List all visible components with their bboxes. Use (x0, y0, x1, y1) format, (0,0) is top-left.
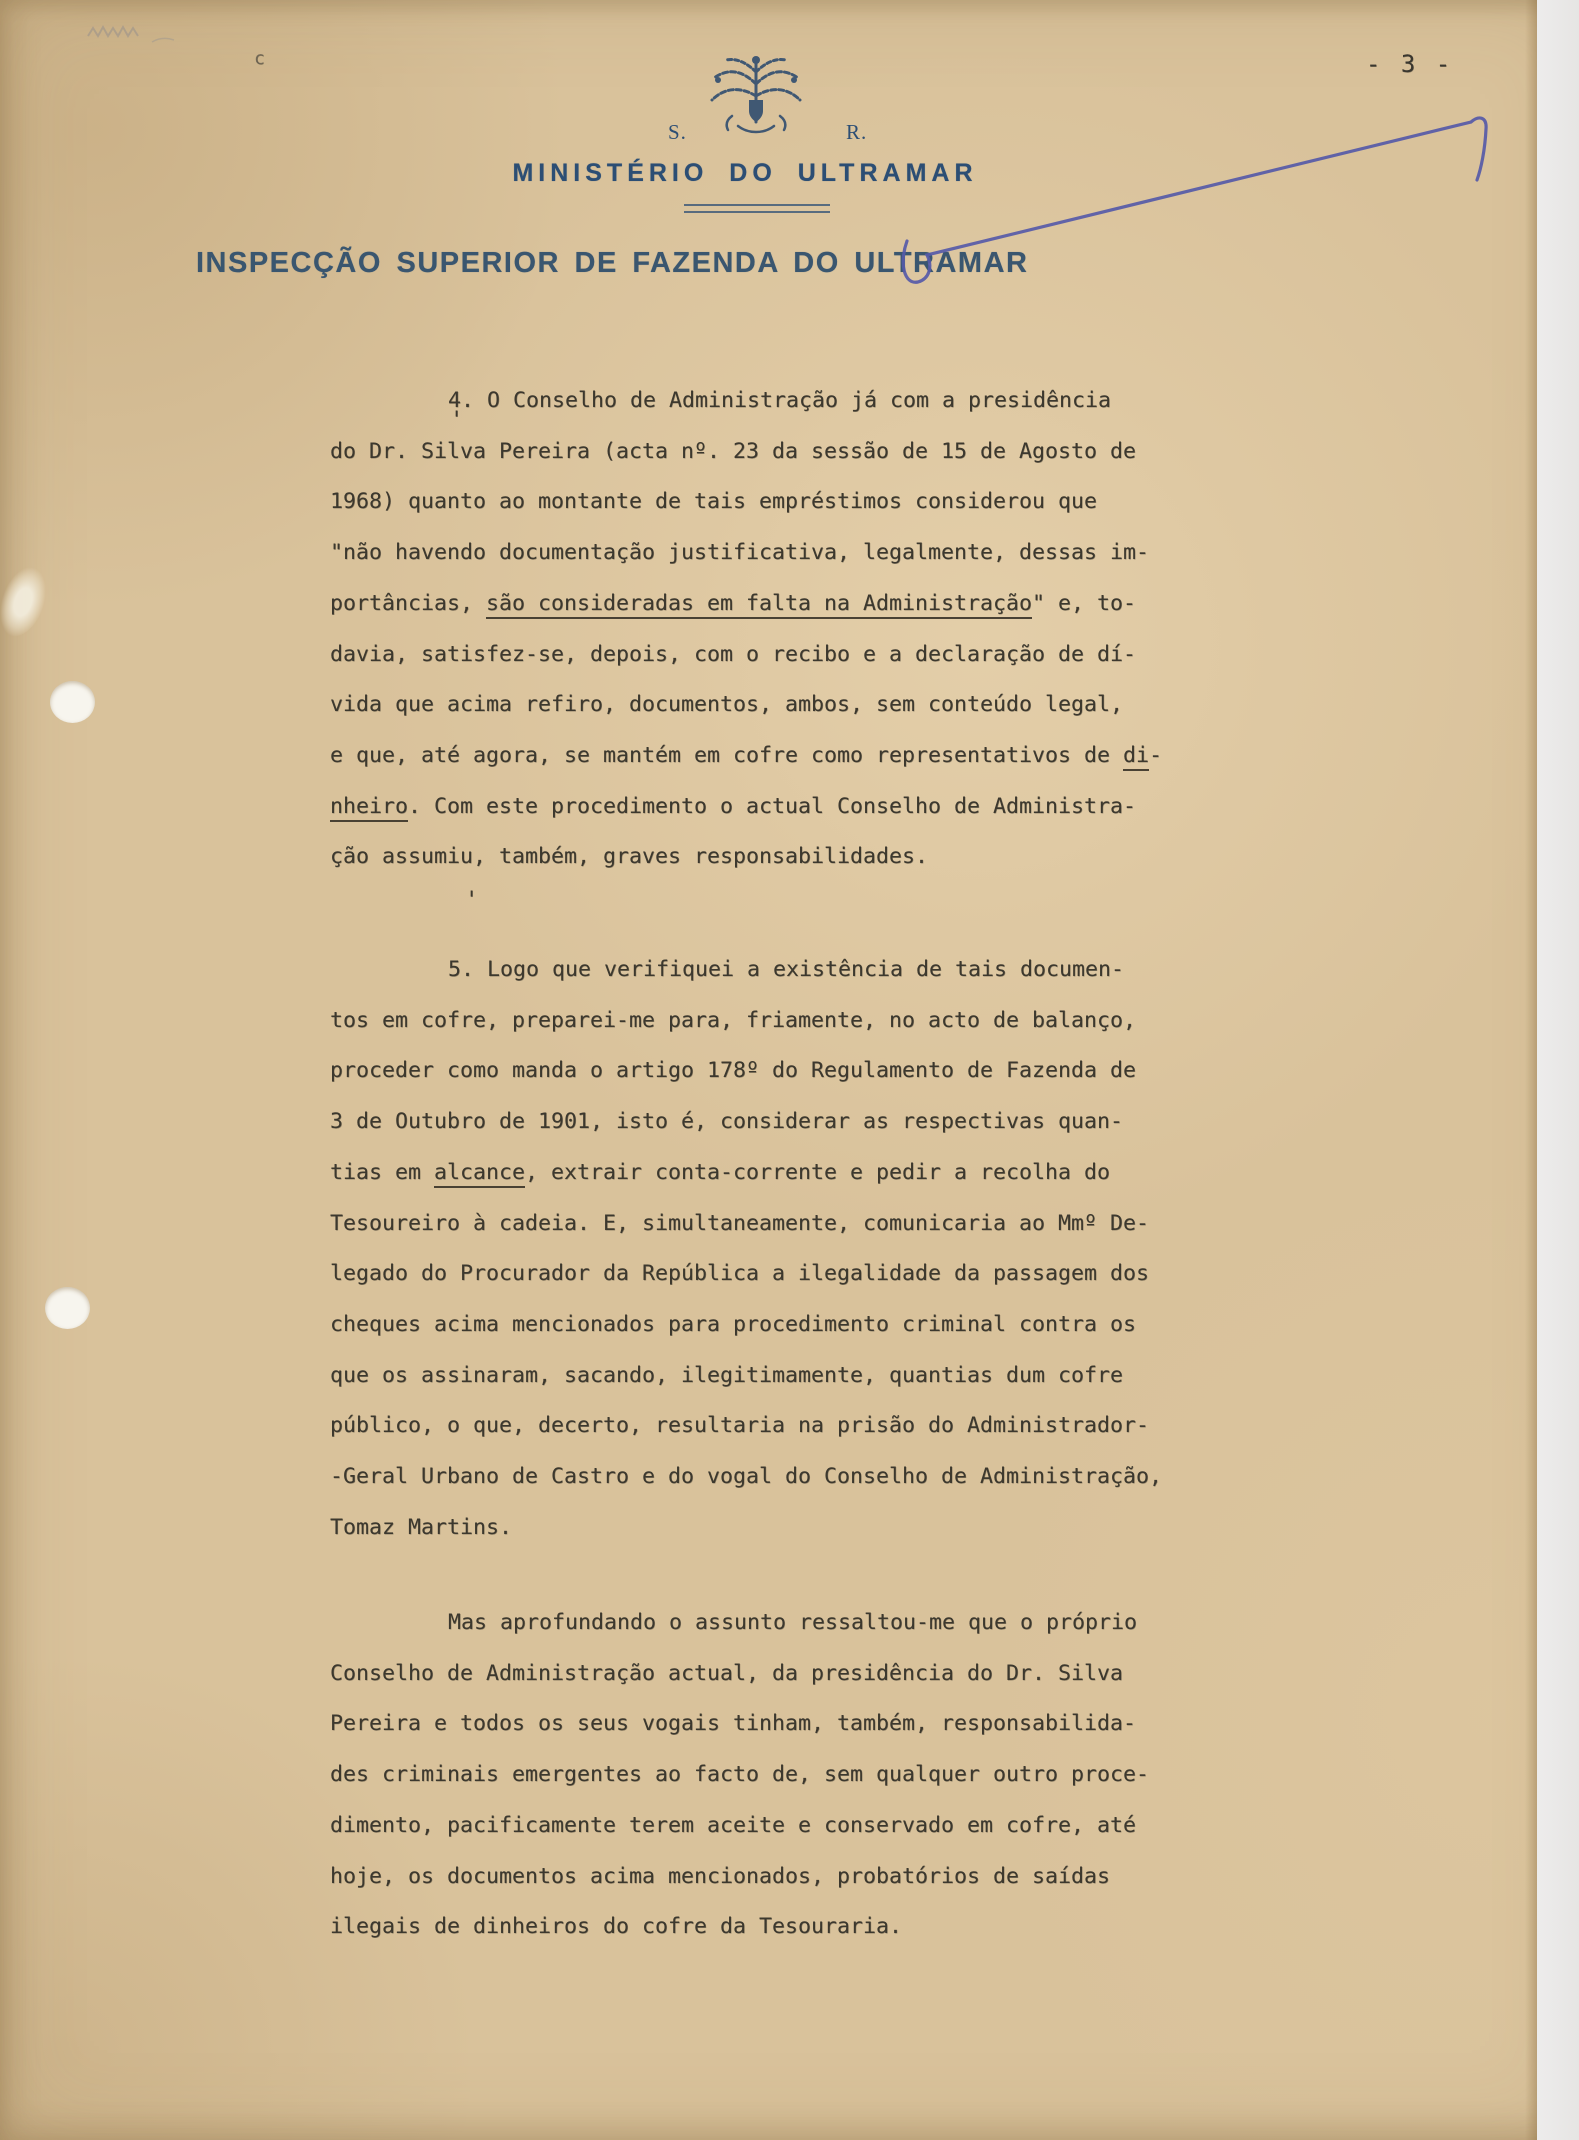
body-line (330, 1351, 1162, 1402)
text-segment: que os assinaram, sacando, ilegitimamente, quantias dum cofre (330, 1362, 1124, 1388)
text-segment: e que, até agora, se mantém em cofre como representativos de (330, 742, 1124, 768)
text-segment: 1968) quanto ao montante de tais empréstimos considerou que (330, 489, 1098, 515)
body-line (330, 579, 1162, 630)
body-line (330, 782, 1162, 833)
hole-punch (45, 1287, 90, 1329)
body-line (330, 1503, 1162, 1554)
text-segment: tos em cofre, preparei-me para, friamente, no acto de balanço, (330, 1007, 1137, 1033)
body-line (330, 1750, 1149, 1801)
text-segment: proceder como manda o artigo 178º do Regulamento de Fazenda de (330, 1058, 1137, 1084)
stray-type-mark: c (254, 48, 265, 69)
body-line (330, 1046, 1162, 1097)
text-segment: vida que acima refiro, documentos, ambos, sem conteúdo legal, (330, 692, 1124, 718)
paragraph (330, 1598, 1149, 1953)
body-line (330, 427, 1162, 478)
text-segment: portâncias, (330, 590, 487, 616)
underlined-text: são consideradas em falta na Administração (486, 591, 1032, 620)
body-line (330, 832, 1162, 883)
text-segment: Tomaz Martins. (330, 1514, 513, 1540)
body-line (330, 1401, 1162, 1452)
body-line (330, 477, 1162, 528)
text-segment: "não havendo documentação justificativa, legalmente, dessas im- (330, 540, 1150, 566)
body-line (330, 996, 1162, 1047)
hole-punch (50, 681, 95, 723)
page-number: - 3 - (1366, 50, 1454, 78)
ministry-title: MINISTÉRIO DO ULTRAMAR (512, 159, 978, 187)
text-segment: ilegais de dinheiros do cofre da Tesouraria. (330, 1914, 903, 1940)
text-segment: dimento, pacificamente terem aceite e conservado em cofre, até (330, 1812, 1137, 1838)
text-segment: Tesoureiro à cadeia. E, simultaneamente, comunicaria ao Mmº De- (330, 1210, 1150, 1236)
text-segment: público, o que, decerto, resultaria na prisão do Administrador- (330, 1413, 1150, 1439)
body-line (330, 1852, 1149, 1903)
text-segment: 5. Logo que verifiquei a existência de tais documen- (448, 957, 1125, 982)
body-line (330, 731, 1162, 782)
text-segment: des criminais emergentes ao facto de, sem qualquer outro proce- (330, 1762, 1150, 1788)
stray-type-mark: ' (465, 888, 479, 913)
underlined-text: alcance (434, 1160, 525, 1189)
paragraph (330, 376, 1162, 883)
text-segment: 3 de Outubro de 1901, isto é, considerar as respectivas quan- (330, 1109, 1124, 1135)
body-line (330, 680, 1162, 731)
text-segment: - (1149, 742, 1163, 768)
text-segment: davia, satisfez-se, depois, com o recibo e a declaração de dí- (330, 641, 1137, 667)
body-line (330, 1148, 1162, 1199)
body-line (330, 1249, 1162, 1300)
text-segment: do Dr. Silva Pereira (acta nº. 23 da sessão de 15 de Agosto de (330, 438, 1137, 464)
crest-letter-s: S. (668, 120, 687, 144)
text-segment: Mas aprofundando o assunto ressaltou-me que o próprio (448, 1610, 1138, 1635)
body-line (330, 1699, 1149, 1750)
body-line (448, 376, 1162, 427)
text-segment: Conselho de Administração actual, da presidência do Dr. Silva (330, 1660, 1124, 1686)
text-segment: , extrair conta-corrente e pedir a recolha do (525, 1159, 1111, 1185)
text-segment: . Com este procedimento o actual Conselho de Administra- (408, 793, 1137, 819)
text-segment: hoje, os documentos acima mencionados, probatórios de saídas (330, 1863, 1111, 1889)
paragraph (330, 945, 1162, 1553)
text-segment: 4. O Conselho de Administração já com a presidência (448, 388, 1112, 413)
body-line (448, 1598, 1149, 1649)
body-line (330, 1097, 1162, 1148)
text-segment: tias em (330, 1159, 435, 1185)
body-line (330, 1902, 1149, 1953)
body-line (330, 1649, 1149, 1700)
text-segment: Pereira e todos os seus vogais tinham, também, responsabilida- (330, 1711, 1137, 1737)
underlined-text: di (1123, 743, 1149, 772)
body-line (448, 945, 1162, 996)
text-segment: -Geral Urbano de Castro e do vogal do Conselho de Administração, (330, 1464, 1163, 1490)
body-line (330, 528, 1162, 579)
body-line (330, 1199, 1162, 1250)
text-segment: cheques acima mencionados para procedimento criminal contra os (330, 1311, 1137, 1337)
text-segment: " e, to- (1032, 590, 1137, 616)
text-segment: ção assumiu, também, graves responsabilidades. (330, 844, 929, 870)
underlined-text: nheiro (330, 794, 408, 823)
text-segment: legado do Procurador da República a ilegalidade da passagem dos (330, 1261, 1150, 1287)
stray-type-mark: ' (450, 408, 464, 433)
body-line (330, 1452, 1162, 1503)
inspection-heading: INSPECÇÃO SUPERIOR DE FAZENDA DO ULTRAMAR (196, 247, 1029, 279)
body-line (330, 1801, 1149, 1852)
crest-letter-r: R. (846, 120, 868, 144)
body-line (330, 630, 1162, 681)
body-line (330, 1300, 1162, 1351)
